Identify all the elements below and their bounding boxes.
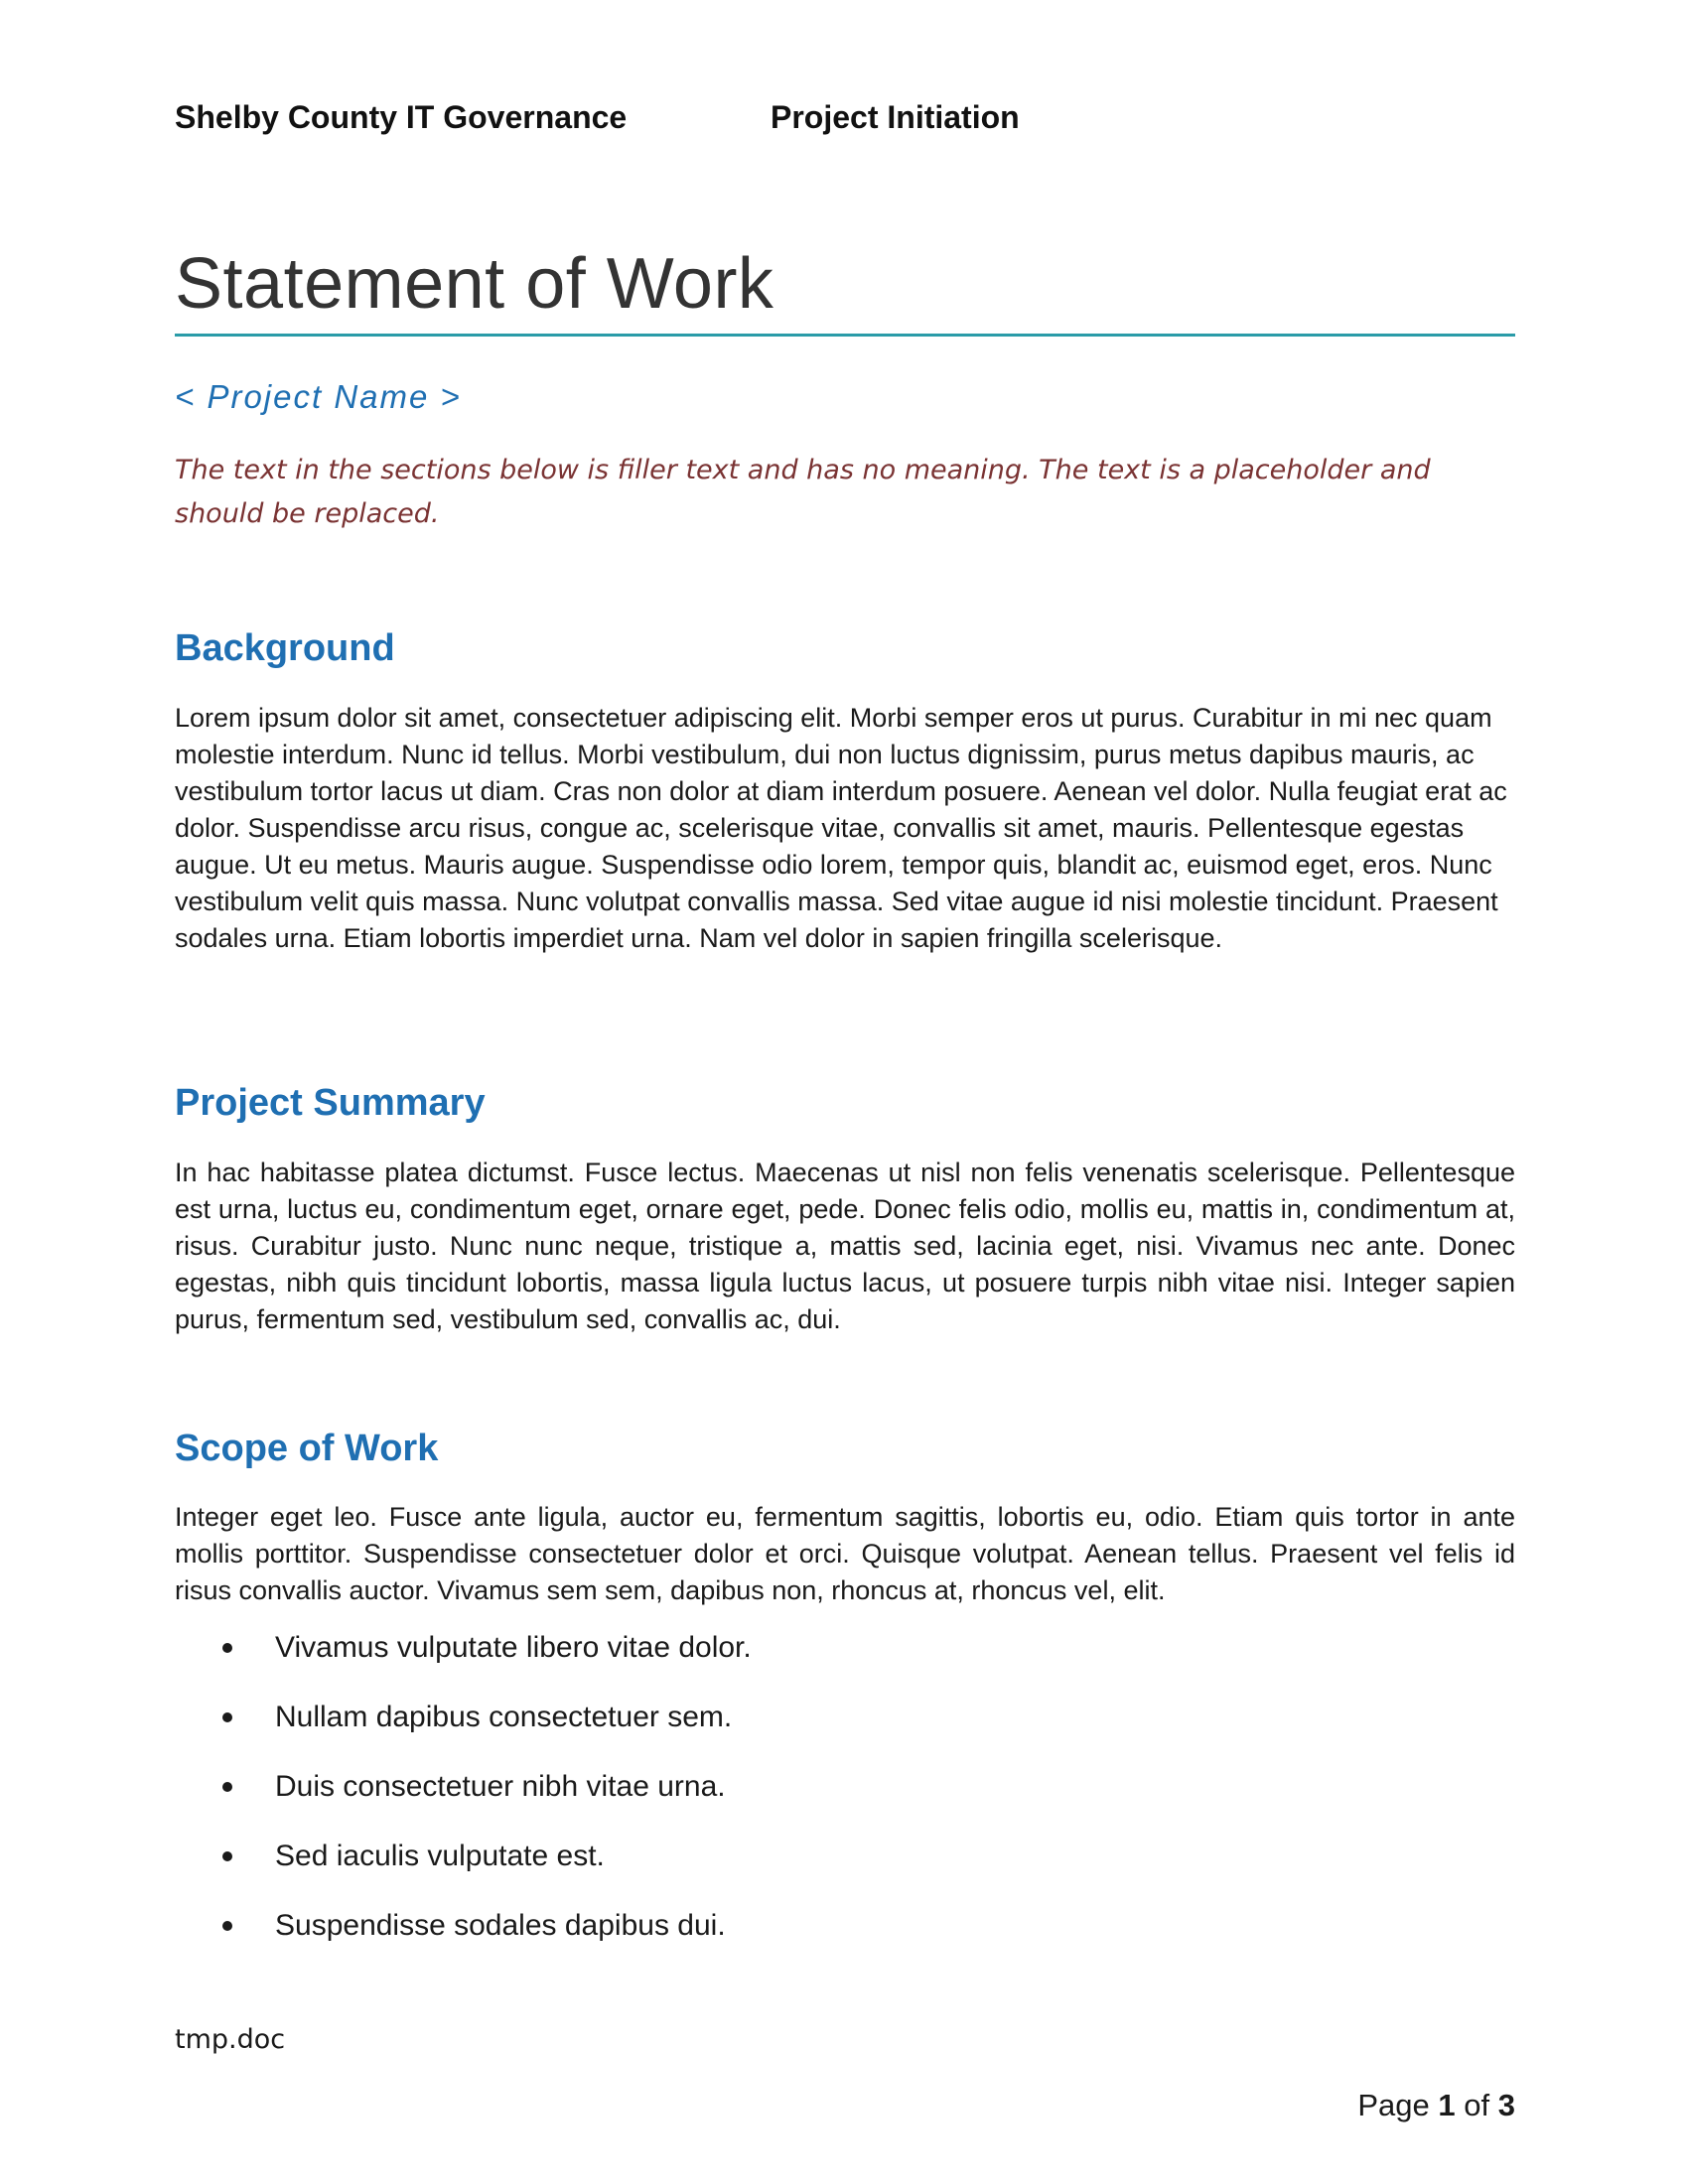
list-item-text: Vivamus vulputate libero vitae dolor.	[275, 1631, 752, 1664]
header-organization: Shelby County IT Governance	[175, 99, 628, 135]
scope-of-work-heading: Scope of Work	[175, 1428, 439, 1469]
scope-bullet-list	[175, 1618, 752, 1966]
page-current: 1	[1438, 2088, 1456, 2122]
filler-text-disclaimer: The text in the sections below is filler text and has no meaning. The text is a placeholder and should be replaced.	[175, 455, 1431, 529]
list-item-text: Sed iaculis vulputate est.	[275, 1840, 605, 1872]
header-phase: Project Initiation	[771, 99, 1020, 135]
bullet-icon	[222, 1643, 232, 1653]
list-item	[175, 1757, 752, 1827]
title-divider	[175, 334, 1515, 337]
bullet-icon	[222, 1921, 232, 1931]
project-summary-heading: Project Summary	[175, 1082, 486, 1124]
list-item	[175, 1688, 752, 1757]
list-item	[175, 1827, 752, 1896]
project-summary-text: In hac habitasse platea dictumst. Fusce lectus. Maecenas ut nisl non felis venenatis scelerisque. Pellentesque est urna, luctus eu, condimentum eget, ornare eget, pede. Donec felis odio, mollis eu, mattis in, condimentum at, risus. Curabitur justo. Nunc nunc neque, tristique a, mattis sed, lacinia eget, nisi. Vivamus nec ante. Donec egestas, nibh quis tincidunt lobortis, massa ligula luctus lacus, ut posuere turpis nibh vitae nisi. Integer sapien purus, fermentum sed, vestibulum sed, convallis ac, dui.	[175, 1158, 1515, 1334]
page-of-label: of	[1464, 2088, 1490, 2122]
bullet-icon	[222, 1712, 232, 1722]
scope-of-work-text: Integer eget leo. Fusce ante ligula, auctor eu, fermentum sagittis, lobortis eu, odio. Etiam quis tortor in ante mollis porttitor. Suspendisse consectetuer dolor et orci. Quisque volutpat. Aenean tellus. Praesent vel felis id risus convallis auctor. Vivamus sem sem, dapibus non, rhoncus at, rhoncus vel, elit.	[175, 1502, 1515, 1605]
page-number	[1357, 2088, 1515, 2123]
page-total: 3	[1497, 2088, 1515, 2122]
list-item	[175, 1896, 752, 1966]
project-name-placeholder: < Project Name >	[175, 378, 462, 415]
background-heading: Background	[175, 627, 395, 669]
document-title: Statement of Work	[175, 244, 774, 324]
page-label: Page	[1357, 2088, 1430, 2122]
list-item	[175, 1618, 752, 1688]
footer-filename: tmp.doc	[175, 2024, 286, 2055]
background-text: Lorem ipsum dolor sit amet, consectetuer adipiscing elit. Morbi semper eros ut purus. Curabitur in mi nec quam molestie interdum. Nunc id tellus. Morbi vestibulum, dui non luctus dignissim, purus metus dapibus mauris, ac vestibulum tortor lacus ut diam. Cras non dolor at diam interdum posuere. Aenean vel dolor. Nulla feugiat erat ac dolor. Suspendisse arcu risus, congue ac, scelerisque vitae, convallis sit amet, mauris. Pellentesque egestas augue. Ut eu metus. Mauris augue. Suspendisse odio lorem, tempor quis, blandit ac, euismod eget, eros. Nunc vestibulum velit quis massa. Nunc volutpat convallis massa. Sed vitae augue id nisi molestie tincidunt. Praesent sodales urna. Etiam lobortis imperdiet urna. Nam vel dolor in sapien fringilla scelerisque.	[175, 703, 1507, 953]
list-item-text: Duis consectetuer nibh vitae urna.	[275, 1770, 726, 1803]
list-item-text: Suspendisse sodales dapibus dui.	[275, 1909, 726, 1942]
list-item-text: Nullam dapibus consectetuer sem.	[275, 1701, 733, 1733]
bullet-icon	[222, 1782, 232, 1792]
bullet-icon	[222, 1851, 232, 1861]
